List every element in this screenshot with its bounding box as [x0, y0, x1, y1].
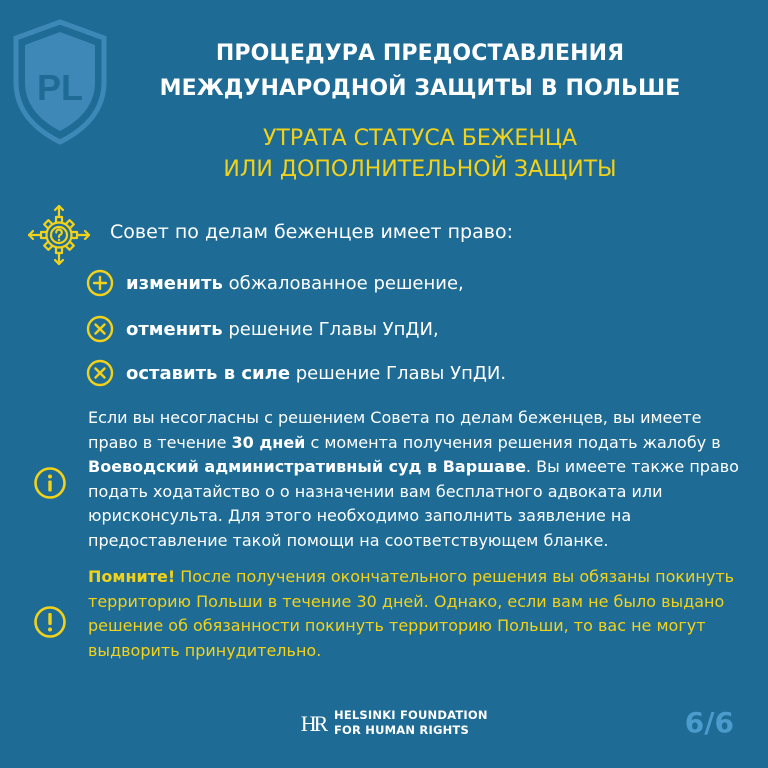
shield-badge-text: PL: [36, 67, 84, 108]
x-circle-icon: [86, 315, 114, 343]
warning-bold: Помните!: [88, 567, 176, 586]
hfhr-logo-mark: HR: [300, 711, 326, 736]
intro-text: Совет по делам беженцев имеет право:: [110, 221, 513, 243]
footer-logo: [298, 708, 488, 738]
option-uphold-bold: оставить в силе: [126, 362, 291, 384]
x-circle-icon: [86, 359, 114, 387]
option-change-rest: обжалованное решение,: [222, 272, 464, 294]
warning-paragraph: [88, 565, 754, 663]
page-number: 6/6: [684, 706, 734, 739]
info-paragraph: [88, 406, 754, 554]
gear-question-icon: [24, 203, 94, 267]
option-uphold: [86, 358, 506, 388]
page-title: [120, 36, 720, 106]
title-line-1: ПРОЦЕДУРА ПРЕДОСТАВЛЕНИЯ: [215, 41, 625, 66]
info-bold-deadline: 30 дней: [231, 432, 306, 452]
exclamation-icon: [33, 605, 67, 639]
option-cancel-rest: решение Главы УпДИ,: [222, 318, 439, 340]
plus-circle-icon: [86, 269, 114, 297]
footer-line-1: HELSINKI FOUNDATION: [334, 708, 488, 722]
option-cancel-text: [126, 319, 439, 340]
title-line-2: МЕЖДУНАРОДНОЙ ЗАЩИТЫ В ПОЛЬШЕ: [159, 76, 681, 101]
info-text-3: . Вы имеете также право подать ходатайство о о назначении вам бесплатного адвоката или юрисконсульта. Для этого необходимо заполнить заявление на предоставление такой помощи на соответствующем бланке.: [88, 457, 739, 550]
option-cancel-bold: отменить: [126, 318, 223, 340]
info-text-2: с момента получения решения подать жалобу в: [305, 432, 721, 452]
option-change-bold: изменить: [126, 272, 223, 294]
info-bold-court: Воеводский административный суд в Варшаве: [88, 457, 526, 477]
option-cancel: [86, 314, 439, 344]
footer-line-2: FOR HUMAN RIGHTS: [334, 723, 469, 737]
option-change: [86, 268, 464, 298]
option-uphold-text: [126, 363, 506, 384]
info-icon: [33, 466, 67, 500]
hfhr-logo-icon: [298, 708, 328, 738]
option-uphold-rest: решение Главы УпДИ.: [290, 362, 507, 384]
shield-icon: [10, 18, 110, 146]
option-change-text: [126, 273, 464, 294]
warning-text: После получения окончательного решения вы обязаны покинуть территорию Польши в течение 30 дней. Однако, если вам не было выдано решение об обязанности покинуть территорию Польши, то вас не могут выдворить принудительно.: [88, 567, 735, 660]
page-subtitle: [120, 123, 720, 185]
subtitle-line-2: ИЛИ ДОПОЛНИТЕЛЬНОЙ ЗАЩИТЫ: [223, 157, 617, 182]
subtitle-line-1: УТРАТА СТАТУСА БЕЖЕНЦА: [262, 126, 577, 151]
info-text-1: Если вы несогласны с решением Совета по делам беженцев, вы имеете право в течение: [88, 408, 702, 452]
